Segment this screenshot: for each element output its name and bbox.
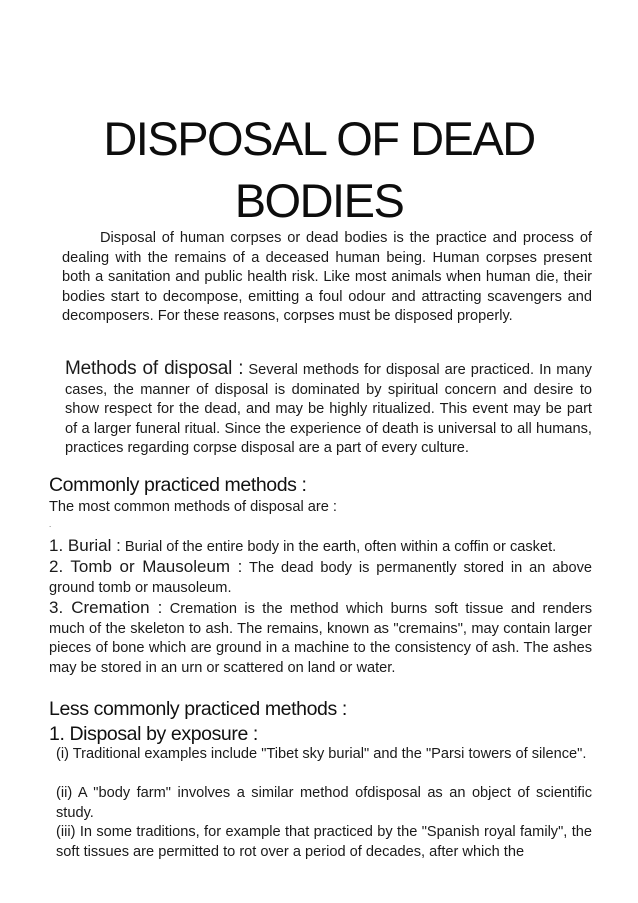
intro-paragraph: Disposal of human corpses or dead bodies is the practice and process of dealing with the remains of a deceased human being. Human corpses present both a sanitation and public health risk. Like most animals when human die, their bodies start to decompose, emitting a foul odour and attracting scavengers and decomposers. For these reasons, corpses must be disposed properly. [62,230,592,325]
exposure-item-2: (ii) A "body farm" involves a similar method ofdisposal as an object of scientific study. [56,785,592,821]
methods-paragraph [65,359,592,459]
title-line-1: DISPOSAL OF DEAD [103,112,535,165]
common-methods-subtext: The most common methods of disposal are : [49,499,337,515]
method-tomb-label: 2. Tomb or Mausoleum : [49,557,243,576]
title-line-2: BODIES [234,174,404,227]
page-title [0,108,638,232]
method-burial-label: 1. Burial : [49,536,121,555]
method-burial [49,536,592,558]
method-tomb [49,557,592,598]
less-common-heading: Less commonly practiced methods : [49,698,347,720]
method-tomb-text: The dead body is permanently stored in an above ground tomb or mausoleum. [49,560,593,596]
method-cremation [49,598,592,678]
exposure-subheading: 1. Disposal by exposure : [49,723,258,745]
methods-text: Several methods for disposal are practiced. In many cases, the manner of disposal is dominated by spiritual concern and desire to show respect for the dead, and may be highly ritualized. This event may be part of a larger funeral ritual. Since the experience of death is universal to all humans, practices regarding corpse disposal are a part of every culture. [65,362,592,457]
stray-mark: . [49,520,52,529]
methods-lead: Methods of disposal : [65,358,244,379]
method-cremation-label: 3. Cremation : [49,598,163,617]
exposure-item-3: (iii) In some traditions, for example that practiced by the "Spanish royal family", the soft tissues are permitted to rot over a period of decades, after which the [56,824,592,860]
common-methods-heading: Commonly practiced methods : [49,474,307,496]
method-burial-text: Burial of the entire body in the earth, often within a coffin or casket. [124,539,557,555]
exposure-item-1: (i) Traditional examples include "Tibet sky burial" and the "Parsi towers of silence". [56,746,587,762]
method-cremation-text: Cremation is the method which burns soft tissue and renders much of the skeleton to ash. The remains, known as "cremains", may contain larger pieces of bone which are ground in a machine to the consistency of ash. The ashes may be stored in an urn or scattered on land or water. [49,601,592,676]
